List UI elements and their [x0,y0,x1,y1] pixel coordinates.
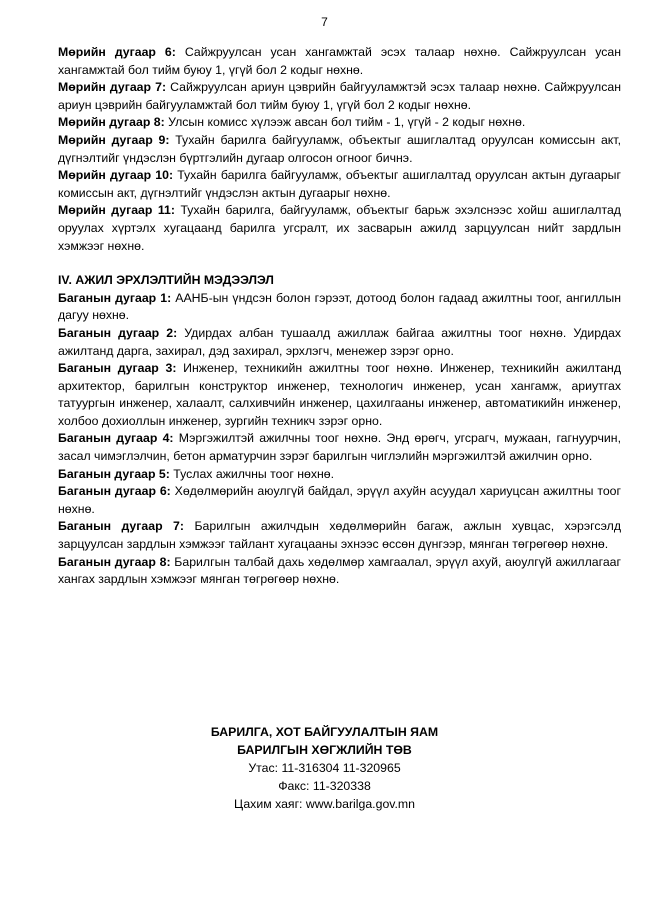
column-note-text: Туслах ажилчны тоог нөхнө. [169,466,335,481]
column-note-8 [58,554,621,589]
column-note-text: Барилгын ажилчдын хөдөлмөрийн багаж, ажлын хувцас, хэрэгсэлд зарцуулсан зардлын хэмжээг тайлант хугацааны эхнээс өссөн дүнгээр, мянган төгрөгөөр нөхнө. [58,519,621,552]
footer-org-line2: БАРИЛГЫН ХӨГЖЛИЙН ТӨВ [237,743,412,757]
footer-org-line1: БАРИЛГА, ХОТ БАЙГУУЛАЛТЫН ЯАМ [210,725,439,739]
footer-phone: Утас: 11-316304 11-320965 [248,761,401,775]
row-note-text: Улсын комисс хүлээж авсан бол тийм - 1, үгүй - 2 кодыг нөхнө. [164,115,526,130]
column-note-label: Баганын дугаар 6: [58,484,171,499]
row-note-7 [58,79,621,114]
column-note-6 [58,483,621,518]
column-note-text: Хөдөлмөрийн аюулгүй байдал, эрүүл ахуйн асуудал хариуцсан ажилтны тоог нөхнө. [58,484,621,516]
row-note-text: Сайжруулсан ариун цэврийн байгууламжтэй эсэх талаар нөхнө. Сайжруулсан ариун цэврийн байгууламжтай бол тийм буюу 1, үгүй бол 2 кодыг нөхнө. [58,80,621,112]
column-note-5 [58,466,621,484]
document-footer [0,723,649,813]
row-note-10 [58,167,621,202]
column-note-4 [58,430,621,465]
column-note-label: Баганын дугаар 7: [58,519,184,534]
footer-fax: Факс: 11-320338 [278,779,371,793]
row-note-11 [58,202,621,255]
row-note-6 [58,44,621,79]
column-note-text: Барилгын талбай дахь хөдөлмөр хамгаалал, эрүүл ахуй, аюулгүй ажиллагааг хангах зардлын хэмжээг мянган төгрөгөөр нөхнө. [58,554,622,587]
column-note-label: Баганын дугаар 3: [58,361,177,376]
row-note-text: Сайжруулсан усан хангамжтай эсэх талаар нөхнө. Сайжруулсан усан хангамжтай бол тийм буюу 1, үгүй бол 2 кодыг нөхнө. [58,45,621,77]
column-note-label: Баганын дугаар 4: [58,431,174,446]
row-note-8 [58,114,621,132]
column-note-7 [58,518,621,553]
row-note-text: Тухайн барилга байгууламж, объектыг ашиглалтад оруулсан комиссын акт, дүгнэлтийг үндэслэн бүртгэлийн дугаар олгосон огноог бичнэ. [58,132,621,165]
row-note-9 [58,132,621,167]
footer-website[interactable]: Цахим хаяг: www.barilga.gov.mn [233,797,416,811]
column-note-label: Баганын дугаар 1: [58,290,172,305]
row-note-text: Тухайн барилга, байгууламж, объектыг барьж эхэлснээс хойш ашиглалтад оруулах хүртэлх хугацаанд барилга угсралт, их засварын ажилд зарцуулсан нийт зардлын хэмжээг нөхнө. [58,203,621,253]
row-note-label: Мөрийн дугаар 8: [58,115,165,130]
row-note-label: Мөрийн дугаар 6: [58,45,176,59]
row-note-label: Мөрийн дугаар 11: [58,203,175,218]
row-note-text: Тухайн барилга байгууламж, объектыг ашиглалтад оруулсан актын дугаарыг комиссын акт, дүгнэлтийг үндэслэн актын дугаарыг нөхнө. [58,168,621,200]
column-note-text: Мэргэжилтэй ажилчны тоог нөхнө. Энд өрөгч, угсрагч, мужаан, гагнуурчин, засал чимэглэлчин, бетон арматурчин зэрэг барилгын чиглэлийн мэргэжилтэй ажилчин орно. [58,431,621,464]
column-note-3 [58,360,621,430]
row-note-label: Мөрийн дугаар 10: [58,168,174,183]
column-note-label: Баганын дугаар 5: [58,466,170,481]
column-note-label: Баганын дугаар 2: [58,325,178,340]
row-note-label: Мөрийн дугаар 9: [58,132,170,147]
row-note-label: Мөрийн дугаар 7: [58,80,167,95]
column-note-label: Баганын дугаар 8: [58,554,171,569]
page-number: 7 [321,15,328,29]
column-note-text: ААНБ-ын үндсэн болон гэрээт, дотоод болон гадаад ажилтны тоог, ангиллын дагуу нөхнө. [58,290,621,323]
column-note-1 [58,290,621,325]
row-notes [58,44,621,255]
section-heading: IV. АЖИЛ ЭРХЛЭЛТИЙН МЭДЭЭЛЭЛ [58,273,274,288]
column-note-2 [58,325,621,360]
document-body [58,44,621,589]
column-note-text: Удирдах албан тушаалд ажиллаж байгаа ажилтны тоог нөхнө. Удирдах ажилтанд дарга, захирал, дэд захирал, эрхлэгч, менежер зэрэг орно. [58,325,621,358]
column-notes [58,290,621,589]
column-note-text: Инженер, техникийн ажилтны тоог нөхнө. Инженер, техникийн ажилтанд архитектор, барилгын конструктор инженер, технологич инженер, усан хангамж, ариутгах татуургын инженер, халаалт, салхивчийн инженер, цахилгааны инженер, автоматикийн инженер, холбоо дохиоллын инженер, зургийн техникч зэрэг орно. [58,361,621,428]
